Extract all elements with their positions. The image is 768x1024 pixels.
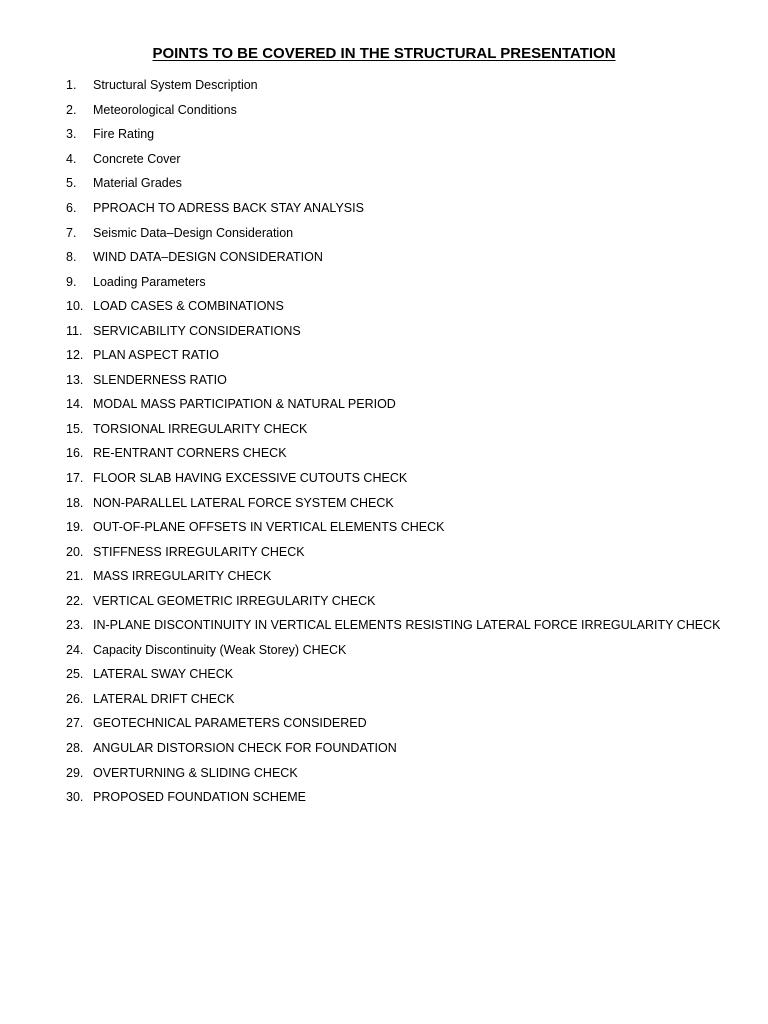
list-item-number: 2. bbox=[66, 102, 77, 117]
list-item-number: 7. bbox=[66, 225, 77, 240]
list-item bbox=[66, 760, 720, 785]
list-item bbox=[66, 343, 720, 368]
list-item-text: LOAD CASES & COMBINATIONS bbox=[93, 299, 284, 314]
points-list bbox=[66, 73, 720, 809]
list-item-number: 17. bbox=[66, 471, 84, 486]
list-item bbox=[66, 417, 720, 442]
list-item bbox=[66, 269, 720, 294]
list-item-number: 13. bbox=[66, 372, 84, 387]
list-item bbox=[66, 122, 720, 147]
list-item-text: MODAL MASS PARTICIPATION & NATURAL PERIOD bbox=[93, 397, 396, 412]
list-item bbox=[66, 245, 720, 270]
list-item-text: OUT-OF-PLANE OFFSETS IN VERTICAL ELEMENTS CHECK bbox=[93, 520, 445, 535]
list-item-number: 5. bbox=[66, 176, 77, 191]
list-item bbox=[66, 564, 720, 589]
list-item bbox=[66, 318, 720, 343]
list-item bbox=[66, 196, 720, 221]
list-item bbox=[66, 638, 720, 663]
list-item-number: 27. bbox=[66, 716, 84, 731]
list-item-text: PLAN ASPECT RATIO bbox=[93, 348, 219, 363]
list-item bbox=[66, 785, 720, 810]
list-item-text: Material Grades bbox=[93, 176, 182, 191]
list-item-text: PROPOSED FOUNDATION SCHEME bbox=[93, 790, 306, 805]
list-item-number: 1. bbox=[66, 78, 77, 93]
list-item-number: 11. bbox=[66, 323, 83, 338]
list-item bbox=[66, 490, 720, 515]
list-item-number: 20. bbox=[66, 544, 84, 559]
list-item-text: SLENDERNESS RATIO bbox=[93, 372, 227, 387]
list-item-number: 24. bbox=[66, 642, 84, 657]
list-item-text: LATERAL DRIFT CHECK bbox=[93, 691, 235, 706]
list-item-number: 10. bbox=[66, 299, 84, 314]
list-item-number: 29. bbox=[66, 765, 84, 780]
list-item-text: WIND DATA–DESIGN CONSIDERATION bbox=[93, 250, 323, 265]
list-item-text: Meteorological Conditions bbox=[93, 102, 237, 117]
list-item bbox=[66, 220, 720, 245]
list-item-text: NON-PARALLEL LATERAL FORCE SYSTEM CHECK bbox=[93, 495, 394, 510]
list-item-number: 25. bbox=[66, 667, 84, 682]
list-item-text: IN-PLANE DISCONTINUITY IN VERTICAL ELEMENTS RESISTING LATERAL FORCE IRREGULARITY CHECK bbox=[93, 618, 721, 633]
list-item-text: Seismic Data–Design Consideration bbox=[93, 225, 294, 240]
list-item bbox=[66, 539, 720, 564]
list-item-number: 30. bbox=[66, 790, 84, 805]
list-item-number: 28. bbox=[66, 741, 84, 756]
document-title: POINTS TO BE COVERED IN THE STRUCTURAL PRESENTATION bbox=[152, 45, 616, 62]
list-item-number: 6. bbox=[66, 201, 77, 215]
list-item bbox=[66, 711, 720, 736]
list-item-text: VERTICAL GEOMETRIC IRREGULARITY CHECK bbox=[93, 593, 376, 608]
list-item-number: 23. bbox=[66, 618, 84, 633]
list-item-text: Loading Parameters bbox=[93, 274, 206, 289]
list-item bbox=[66, 588, 720, 613]
list-item-number: 15. bbox=[66, 421, 84, 436]
list-item-text: OVERTURNING & SLIDING CHECK bbox=[93, 765, 298, 780]
list-item-text: STIFFNESS IRREGULARITY CHECK bbox=[93, 544, 305, 559]
list-item-number: 26. bbox=[66, 691, 84, 706]
list-item-text: ANGULAR DISTORSION CHECK FOR FOUNDATION bbox=[93, 741, 397, 756]
list-item-text: MASS IRREGULARITY CHECK bbox=[93, 569, 272, 584]
list-item-text: Concrete Cover bbox=[93, 151, 181, 166]
list-item-text: Structural System Description bbox=[93, 78, 258, 93]
list-item-number: 8. bbox=[66, 250, 77, 265]
list-item-number: 19. bbox=[66, 520, 84, 535]
list-item-number: 16. bbox=[66, 446, 84, 461]
list-item bbox=[66, 171, 720, 196]
list-item bbox=[66, 441, 720, 466]
list-item-number: 14. bbox=[66, 397, 84, 412]
list-item-text: Fire Rating bbox=[93, 127, 155, 142]
list-item-number: 12. bbox=[66, 348, 84, 363]
list-item bbox=[66, 515, 720, 540]
list-item-text: SERVICABILITY CONSIDERATIONS bbox=[93, 323, 301, 338]
list-item-number: 18. bbox=[66, 495, 84, 510]
list-item bbox=[66, 368, 720, 393]
list-item-text: GEOTECHNICAL PARAMETERS CONSIDERED bbox=[93, 716, 367, 731]
list-item bbox=[66, 392, 720, 417]
list-item bbox=[66, 662, 720, 687]
list-item bbox=[66, 98, 720, 123]
list-item bbox=[66, 147, 720, 172]
list-item bbox=[66, 73, 720, 98]
list-item-text: TORSIONAL IRREGULARITY CHECK bbox=[93, 421, 308, 436]
list-item bbox=[66, 736, 720, 761]
list-item bbox=[66, 613, 720, 638]
list-item bbox=[66, 294, 720, 319]
list-item-text: FLOOR SLAB HAVING EXCESSIVE CUTOUTS CHECK bbox=[93, 471, 408, 486]
list-item-number: 22. bbox=[66, 593, 84, 608]
list-item-number: 9. bbox=[66, 274, 77, 289]
list-item-number: 3. bbox=[66, 127, 77, 142]
list-item bbox=[66, 466, 720, 491]
list-item-number: 4. bbox=[66, 151, 77, 166]
list-item-number: 21. bbox=[66, 569, 84, 584]
list-item-text: PPROACH TO ADRESS BACK STAY ANALYSIS bbox=[93, 201, 364, 215]
list-item-text: LATERAL SWAY CHECK bbox=[93, 667, 234, 682]
list-item-text: Capacity Discontinuity (Weak Storey) CHECK bbox=[93, 642, 347, 657]
list-item-text: RE-ENTRANT CORNERS CHECK bbox=[93, 446, 287, 461]
list-item bbox=[66, 687, 720, 712]
